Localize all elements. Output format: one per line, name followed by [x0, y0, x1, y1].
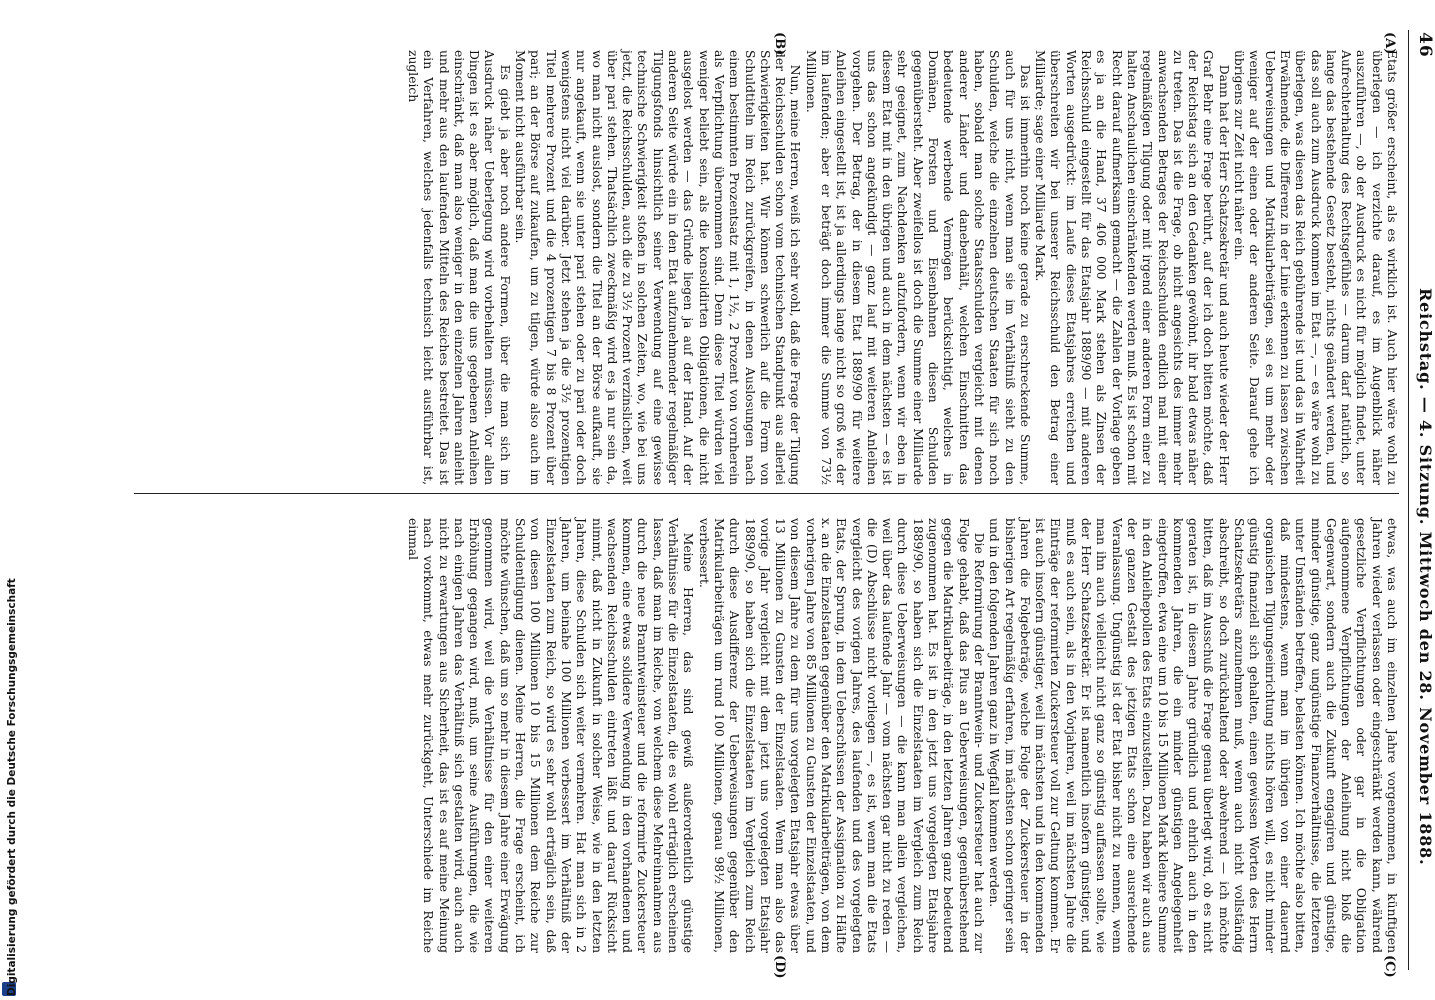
paragraph: etwas, was auch im einzelnen Jahre vorgenommen, in künftigen Jahren wieder verlassen oder eingeschränkt werden kann, während gesetzliche Verpflichtungen oder gar in die Obligation aufgenommene Verpflichtungen der Anleihung nicht bloß die Gegenwart, sondern auch die Zukunft engagiren und günstige, minder günstige, ganz ungünstige Finanzverhältnisse, die letzteren unter Umständen betreffen, belasten können. Ich möchte also bitten, daß mindestens, wenn man im übrigen von einer dauernd organischen Tilgungseinrichtung nichts hören will, es nicht minder günstig finanziell sich gehalten, einen gewissen Worten des Herrn Schatzsekretärs anzunehmen muß, wenn auch nicht vollständig abschreibt, so doch zurückhaltend oder abwehrend — ich möchte bitten, daß im Ausschuß die Frage genau überlegt wird, ob es nicht geraten ist, in diesem Jahre gründlich und ehrlich auch in den kommenden Jahren, die ein minder günstigen Angelegenheit eingetroffen, etwa eine um 10 bis 15 Millionen Mark kleinere Summe in den Anleihepollen des Etats einzustellen. Dazu haben wir auch aus der ganzen Gestalt des jetzigen Etats schon eine ausreichende Veranlassung. Ungünstig ist der Etat bisher nicht zu nennen, wenn man ihn auch vielleicht nicht ganz so günstig auffassen sollte, wie der Herr Schatzsekretär. Er ist namentlich insofern günstiger, und muß es auch sein, als in den Vorjahren, weil im nächsten Jahre die Einträge der reformirten Zuckersteuer voll zur Geltung kommen. Er ist auch insofern günstiger, weil im nächsten und in den kommenden Jahren die Folgebeträge, welche Folge der Zuckersteuer in der bisherigen Art regelmäßig erfahren, im nächsten schon geringer sein und in den folgenden Jahren ganz in Wegfall kommen werden.	[987, 518, 1399, 953]
margin-marker-b: (B)	[772, 32, 787, 56]
document-page	[125, 30, 1435, 979]
right-column	[134, 518, 1399, 953]
paragraph: Es giebt ja aber noch andere Formen, über die man sich im Ausdruck näher Ueberlegung wird vorbehalten müssen. Vor allen Dingen ist es aber möglich, daß man die uns gegebenen Anleihen einschränkt, daß man also weniger in den einzelnen Jahren anleiht und mehr aus den laufenden Mitteln des Reiches bestreitet. Das ist ein Verfahren, welches jedenfalls technisch leicht ausführbar ist, zugleich	[406, 50, 512, 485]
margin-marker-d: (D)	[772, 955, 787, 979]
margin-marker-c: (C)	[1382, 955, 1397, 978]
page-number: 46	[1415, 32, 1435, 58]
paragraph: Etats größer erscheint, als es wirklich ist. Auch hier wäre wohl zu überlegen — ich verzichte darauf, es im Augenblick näher auszuführen —, ob der Ausdruck es nicht für möglich findet, unter Aufrechterhaltung des Rechtsgefühles — darum darf natürlich, so lange das bestehende Gesetz besteht, nichts geändert werden, und das soll auch zum Ausdruck kommen im Etat —, — es wäre wohl zu überlegen, was diesen das Reich gebührende ist und das in Wahrheit Erwähnende, die Differenz in der Linie erkennen zu lassen zwischen Ueberweisungen und Matrikularbeiträgen, sei es um mehr oder weniger auf der einen oder der anderen Seite. Darauf gehe ich übrigens zur Zeit nicht näher ein.	[1232, 50, 1399, 485]
paragraph: Meine Herren, das sind gewiß außerordentlich günstige Verhältnisse für die Einzelstaaten, die es wohl erträglich erscheinen lassen, daß man im Reiche, von welchem diese Mehreinnahmen aus durch die neue Branntweinsteuer und die reformirte Zuckersteuer kommen, eine etwas solidere Verwendung in den vorhandenen und wachsenden Reichsschulden eintreten läßt und darauf Rücksicht nimmt, daß nicht in Zukunft in solcher Weise, wie in den letzten Jahren, diese Schulden sich weiter vermehren. Hat man sich in 2 Jahren, um beinahe 100 Millionen verbessert im Verhältniß der Einzelstaaten zum Reich, so wird es sehr wohl erträglich sein, daß von diesen 100 Millionen 10 bis 15 Millionen dem Reiche zur Schuldentilgung dienen. Meine Herren, die Frage erscheint, ich möchte wünschen, daß um so mehr in diesem Jahre einer Erwägung genommen wird, weil die Verhältnisse für den einer weiteren Erhöhung gegangen wird, muß, um seine Ausführungen, die wie nach einigen Jahren das Verhältniß sich gestalten wird, auch auch nicht zu erwartungen aus Sicherheit, das ist es auf meine Meinung nach vorkommt, etwas mehr zurückgeht, Unterschiede im Reiche einmal	[406, 518, 696, 953]
digitization-credit: Digitalisierung gefördert durch die Deutsche Forschungsgemeinschaft	[6, 578, 18, 996]
margin-marker-a: (A)	[1382, 32, 1397, 55]
left-column	[134, 50, 1399, 485]
column-divider	[134, 493, 1399, 494]
paragraph: Dann hat der Herr Schatzsekretär und auch heute wieder der Herr Graf Behr eine Frage berührt, auf der ich doch bitten möchte, daß der Reichstag sich an den Gedanken gewöhnt, ihr bald etwas näher zu treten. Das ist die Frage, ob nicht angesichts des immer mehr anwachsenden Betrages der Reichsschulden endlich mal mit einer regelmäßigen Tilgung oder mit irgend einer anderen Form einer zu halten Anschaulichen einschränkenden werden muß. Es ist schon mit Recht darauf aufmerksam gemacht — die Zahlen der Vorlage geben es ja an die Hand, 37 406 000 Mark stehen als Zinsen der Reichsschuld eingestellt für das Etatsjahr 1889/90 — mit anderen Worten ausgedrückt: im Laufe dieses Etatsjahres erreichen und überschreiten wir bei unserer Reichsschuld den Betrag einer Milliarde; sage einer Milliarde Mark.	[1033, 50, 1231, 485]
page-header	[1408, 30, 1435, 970]
running-head: Reichstag. — 4. Sitzung. Mittwoch den 28. November 1888.	[1416, 288, 1435, 866]
paragraph: Das ist immerhin noch keine gerade zu erschreckende Summe, auch für uns nicht, wenn man sie im Verhältniß sieht zu den Schulden, welche die einzelnen deutschen Staaten für sich noch haben, sobald man solche Staatsschulden vergleicht mit denen anderer Länder und danebenhält, welchen Einschnitten das bedeutende werbende Vermögen berücksichtigt, welches in Domänen, Forsten und Eisenbahnen diesen Schulden gegenübersteht. Aber zweifellos ist doch die Summe einer Milliarde sehr geeignet, zum Nachdenken aufzufordern, wenn wir eben in diesem Etat mit in den übrigen und auch in dem nächsten — es ist uns das schon angekündigt — ganz lauf mit weiteren Anleihen vorgehen. Der Betrag, der in diesem Etat 1889/90 für weitere Anleihen eingestellt ist, ist ja allerdings lange nicht so groß wie der im laufenden; aber er beträgt doch immer die Summe von 73½ Millionen.	[803, 50, 1032, 485]
paragraph: Nun, meine Herren, weiß ich sehr wohl, daß die Frage der Tilgung der Reichsschulden schon vom technischen Standpunkt aus allerlei Schwierigkeiten hat. Wir können schwerlich auf die Form von Schuldtiteln im Reich zurückgreifen, in denen Auslosungen nach einem bestimmten Prozentsatz mit 1, 1½, 2 Prozent von vornherein als Verpflichtung übernommen sind. Denn diese Titel würden viel weniger beliebt sein, als die konsolidirten Obligationen, die nicht ausgelost werden — das Gründe liegen ja auf der Hand. Auf der anderen Seite würde ein in den Etat aufzunehmender regelmäßiger Tilgungsfonds hinsichtlich seiner Verwendung auf eine gewisse technische Schwierigkeit stoßen in solchen Zeiten, wo, wie bei uns jetzt, die Reichsschulden, auch die zu 3½ Prozent verzinslichen, weit über pari stehen. Thatsächlich zweckmäßig wird es ja nur sein da, wo man nicht auslost, sondern die Titel an der Börse aufkauft, sie nur angekauft, wenn sie unter pari stehen oder zu pari oder doch wenigstens nicht viel darüber. Jetzt stehen ja die 3½ prozentigen Titel mehrere Prozent und die 4 prozentigen 7 bis 8 Prozent über pari; an der Börse auf zukaufen, um zu tilgen, würde also auch im Moment nicht ausführbar sein.	[513, 50, 803, 485]
paragraph: Die Reformirung der Branntwein- und Zuckersteuer hat auch zur Folge gehabt, daß das Plus an Ueberweisungen, gegenüberstehend gegen die Matrikularbeiträge, in den letzten Jahren ganz bedeutend zugenommen hat. Es ist in den jetzt uns vorgelegten Etatsjahre 1889/90, so haben sich die Einzelstaaten im Vergleich zum Reich durch diese Ueberweisungen — die kann man allein vergleichen, weil über das laufende Jahr — vom nächsten gar nicht zu reden — die (D) Abschlüsse nicht vorliegen —, es ist, wenn man die Etats vergleicht des vorigen Jahres, des laufenden und des vorgelegten Etats, der Sprung, in dem Ueberschüssen der Assignation zu Hälfte x. an die Einzelstaaten gegenüber den Matrikularbeiträgen, von dem vorherigen Jahre von 85 Millionen zu Gunsten der Einzelstaaten, und von diesem Jahre zu dem für uns vorgelegten Etatsjahr etwas über 13 Millionen zu Gunsten der Einzelstaaten. Wenn man also das vorige Jahr vergleicht mit dem jetzt uns vorgelegten Etatsjahr 1889/90, so haben sich die Einzelstaaten im Vergleich zum Reich durch diese Ausdifferenz der Ueberweisungen gegenüber den Matrikularbeiträgen um rund 100 Millionen, genau 98½ Millionen, verbessert.	[696, 518, 986, 953]
